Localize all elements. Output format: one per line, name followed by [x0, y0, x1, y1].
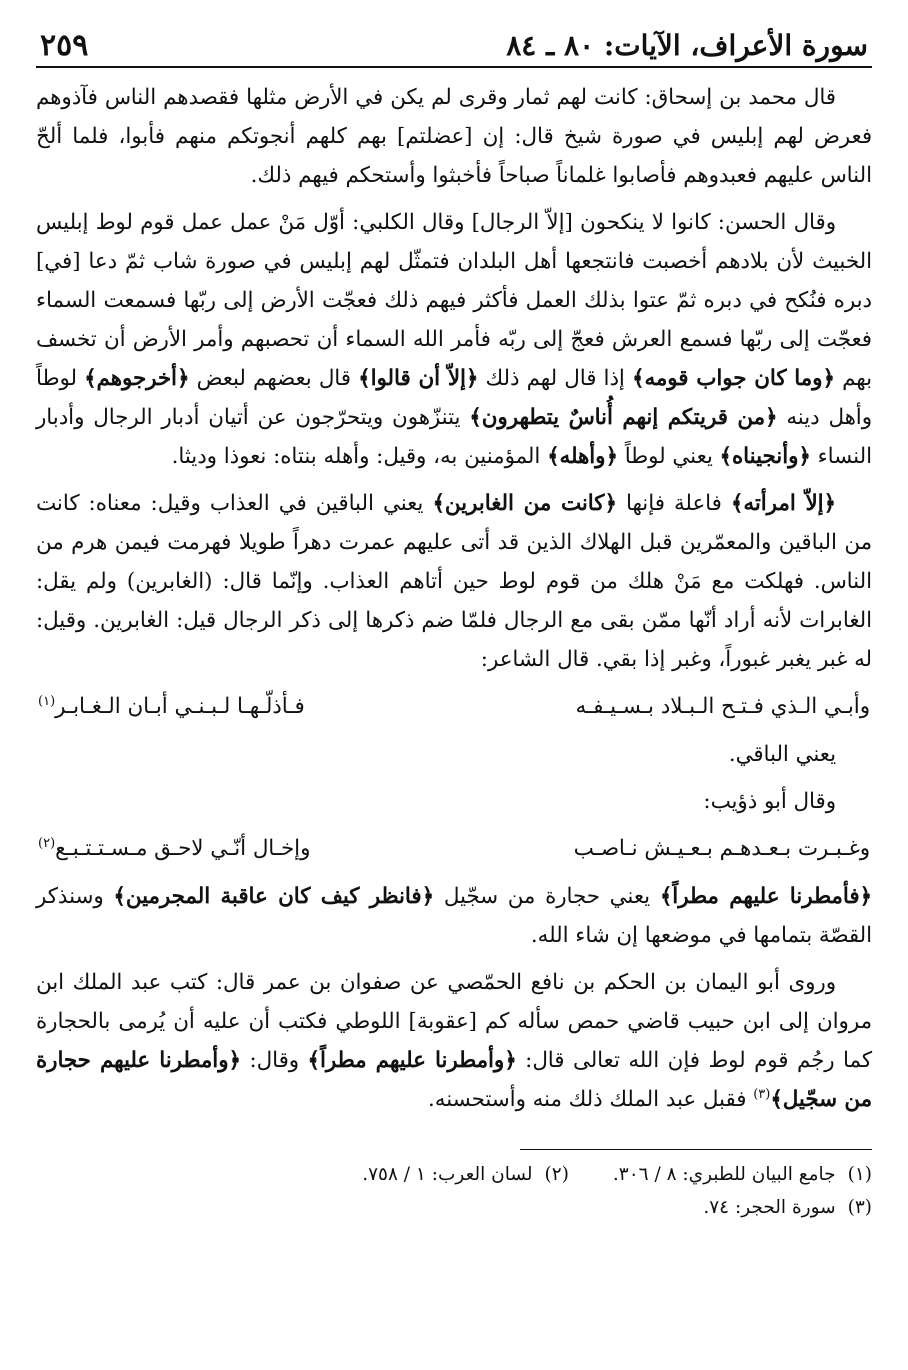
quran-quote: ﴿إلاّ امرأته﴾	[730, 491, 837, 516]
quran-quote: ﴿فانظر كيف كان عاقبة المجرمين﴾	[113, 884, 435, 909]
quran-quote: ﴿وأنجيناه﴾	[719, 444, 811, 469]
poetry-verse-2	[36, 829, 872, 877]
text-span: إذا قال لهم ذلك	[478, 366, 632, 391]
main-text	[36, 78, 872, 1119]
footnote-ref-1: (١)	[38, 693, 56, 709]
footnote-3	[703, 1191, 872, 1224]
paragraph-hasan-kalbi	[36, 203, 872, 476]
text-span: وروى أبو اليمان بن الحكم بن نافع الحمّصي عن صفوان بن عمر قال: كتب عبد الملك ابن مروان إلى ابن حبيب قاضي حمص سأله كم [عقوبة] اللوطي فكتب أن عليه أن يُرمى بالحجارة كما رجُم قوم لوط فإن الله تعالى قال:	[36, 970, 872, 1073]
paragraph-ibn-ishaq: قال محمد بن إسحاق: كانت لهم ثمار وقرى لم يكن في الأرض مثلها فقصدهم الناس فآذوهم فعرض لهم إبليس في صورة شيخ قال: إن [عضلتم] بهم كلهم أنجوتكم منهم فأبوا، فلما ألحّ الناس عليهم فعبدوهم فأصابوا غلماناً صباحاً فأخبثوا وأستحكم فيهم ذلك.	[36, 85, 872, 188]
hemistich-text: وإخـال أنّـي لاحـق مـسـتـتـبـع	[55, 836, 311, 861]
verse-1-first-hemistich: وأبـي الـذي فـتـح الـبـلاد بـسـيـفـه	[575, 694, 870, 719]
footnote-text: لسان العرب: ١ / ٧٥٨.	[362, 1164, 533, 1185]
footnote-text: سورة الحجر: ٧٤.	[703, 1197, 836, 1218]
paragraph-abd-al-malik	[36, 963, 872, 1119]
footnote-marker: (٢)	[544, 1164, 569, 1185]
footnote-text: جامع البيان للطبري: ٨ / ٣٠٦.	[612, 1164, 836, 1185]
hemistich-text: فـأذلّـهـا لـبـنـي أبـان الـغـابـر	[55, 694, 305, 719]
text-span: فقبل عبد الملك ذلك منه وأستحسنه.	[428, 1087, 754, 1112]
text-span: يعني حجارة من سجّيل	[434, 884, 660, 909]
quran-quote: ﴿وأمطرنا عليهم مطراً﴾	[307, 1048, 517, 1073]
text-span: قال بعضهم لبعض	[189, 366, 359, 391]
poetry-verse-1	[36, 687, 872, 735]
footnote-separator	[520, 1149, 872, 1150]
footnote-row	[36, 1191, 872, 1224]
footnotes	[36, 1158, 872, 1224]
quran-quote: ﴿وأمطرنا عليهم حجارة من سجّيل﴾	[36, 1048, 872, 1112]
text-span: فاعلة فإنها	[616, 491, 731, 516]
footnote-ref-3: (٣)	[753, 1086, 771, 1102]
footnote-marker: (١)	[847, 1164, 872, 1185]
quran-quote: ﴿إلاّ أن قالوا﴾	[358, 366, 479, 391]
text-span: وقال الحسن: كانوا لا ينكحون [إلاّ الرجال] وقال الكلبي: أوّل مَنْ عمل عمل قوم لوط إبليس الخبيث لأن بلادهم أخصبت فانتجعها أهل البلدان فتمثّل لهم إبليس في صورة شاب ثمّ دعا [في] دبره فنُكح في دبره ثمّ عتوا بذلك العمل فأكثر فيهم ذلك فعجّت الأرض إلى ربّها فسمعت السماء فعجّت إلى ربّها فسمع العرش فعجّ إلى ربّه فأمر الله السماء أن تحصبهم وأمر الأرض أن تخسف بهم	[36, 210, 873, 391]
running-header	[36, 28, 872, 68]
text-span: يعني الباقين في العذاب وقيل: معناه: كانت من الباقين والمعمّرين قبل الهلاك الذين قد أتى عليهم عمرت دهراً طويلا فهرمت فيمن هرم من الناس. فهلكت مع مَنْ هلك من قوم لوط حين أتاهم العذاب. وإنّما قال: (الغابرين) ولم يقل: الغابرات لأنه أراد أنّها ممّن بقى مع الرجال فلمّا ضم ذكرها إلى ذكر الرجال قيل: الغابرين. وقيل: له غبر يغبر غبوراً، وغبر إذا بقي. قال الشاعر:	[36, 491, 872, 672]
text-span: لوطاً وأهل دينه	[36, 366, 873, 430]
footnote-ref-2: (٢)	[38, 835, 56, 851]
quran-quote: ﴿من قريتكم إنهم أُناسٌ يتطهرون﴾	[469, 405, 778, 430]
quran-quote: ﴿فأمطرنا عليهم مطراً﴾	[659, 884, 872, 909]
abu-dhuayb-intro: وقال أبو ذؤيب:	[703, 789, 836, 814]
chapter-title: سورة الأعراف، الآيات: ٨٠ ـ ٨٤	[506, 29, 868, 62]
text-span: وسنذكر القصّة بتمامها في موضعها إن شاء الله.	[36, 884, 872, 948]
quran-quote: ﴿وأهله﴾	[547, 444, 618, 469]
text-span: يعني لوطاً	[617, 444, 720, 469]
footnote-1	[613, 1158, 872, 1191]
page-number: ٢٥٩	[40, 28, 89, 63]
quran-quote: ﴿كانت من الغابرين﴾	[432, 491, 617, 516]
paragraph-rain-of-stones	[36, 877, 872, 955]
text-span: المؤمنين به، وقيل: وأهله بنتاه: نعوذا وديثا.	[171, 444, 548, 469]
footnote-2	[362, 1158, 569, 1191]
quran-quote: ﴿أخرجوهم﴾	[84, 366, 190, 391]
paragraph-his-wife	[36, 484, 872, 679]
footnote-row	[36, 1158, 872, 1191]
verse-2-second-hemistich	[38, 829, 310, 868]
verse-1-gloss: يعني الباقي.	[728, 742, 836, 767]
text-span: يتنزّهون ويتحرّجون عن أتيان أدبار الرجال وأدبار النساء	[36, 405, 872, 469]
footnote-marker: (٣)	[847, 1197, 872, 1218]
text-span: وقال:	[240, 1048, 308, 1073]
verse-2-first-hemistich: وغـبـرت بـعـدهـم بـعـيـش نـاصـب	[573, 836, 870, 861]
verse-1-second-hemistich	[38, 687, 305, 726]
quran-quote: ﴿وما كان جواب قومه﴾	[632, 366, 835, 391]
